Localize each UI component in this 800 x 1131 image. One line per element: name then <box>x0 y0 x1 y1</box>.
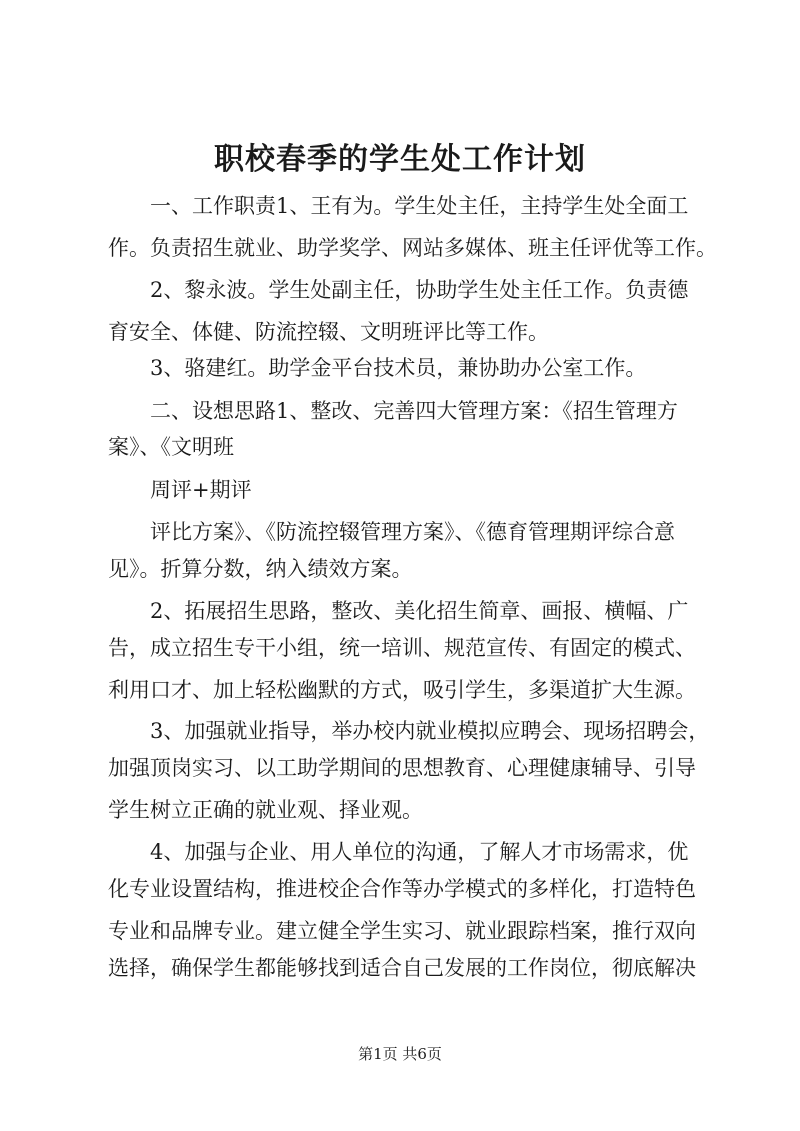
paragraph-line: 3、加强就业指导，举办校内就业模拟应聘会、现场招聘会， <box>150 719 710 743</box>
paragraph-line: 加强顶岗实习、以工助学期间的思想教育、心理健康辅导、引导 <box>108 756 696 780</box>
document-title: 职校春季的学生处工作计划 <box>214 142 586 177</box>
page-number-footer: 第1页 共6页 <box>358 1045 442 1063</box>
paragraph-line: 学生树立正确的就业观、择业观。 <box>108 798 423 822</box>
paragraph-line: 4、加强与企业、用人单位的沟通，了解人才市场需求，优 <box>150 840 689 864</box>
paragraph-line: 案》、《文明班 <box>108 435 234 459</box>
paragraph-line: 2、拓展招生思路，整改、美化招生简章、画报、横幅、广 <box>150 599 689 623</box>
paragraph-line: 作。负责招生就业、助学奖学、网站多媒体、班主任评优等工作。 <box>108 236 717 260</box>
paragraph-line: 周评+期评 <box>150 478 252 502</box>
paragraph-line: 选择，确保学生都能够找到适合自己发展的工作岗位，彻底解决 <box>108 956 696 980</box>
paragraph-line: 化专业设置结构，推进校企合作等办学模式的多样化，打造特色 <box>108 877 696 901</box>
paragraph-line: 评比方案》、《防流控辍管理方案》、《德育管理期评综合意 <box>150 520 675 544</box>
paragraph-line: 育安全、体健、防流控辍、文明班评比等工作。 <box>108 320 549 344</box>
paragraph-line: 2、黎永波。学生处副主任，协助学生处主任工作。负责德 <box>150 278 689 302</box>
paragraph-line: 专业和品牌专业。建立健全学生实习、就业跟踪档案，推行双向 <box>108 919 696 943</box>
paragraph-line: 二、设想思路1、整改、完善四大管理方案：《招生管理方 <box>150 399 678 423</box>
paragraph-line: 一、工作职责1、王有为。学生处主任，主持学生处全面工 <box>150 194 689 218</box>
paragraph-line: 3、骆建红。助学金平台技术员，兼协助办公室工作。 <box>150 356 647 380</box>
paragraph-line: 见》。折算分数，纳入绩效方案。 <box>108 557 413 581</box>
paragraph-line: 告，成立招生专干小组，统一培训、规范宣传、有固定的模式、 <box>108 636 696 660</box>
paragraph-line: 利用口才、加上轻松幽默的方式，吸引学生，多渠道扩大生源。 <box>108 678 696 702</box>
